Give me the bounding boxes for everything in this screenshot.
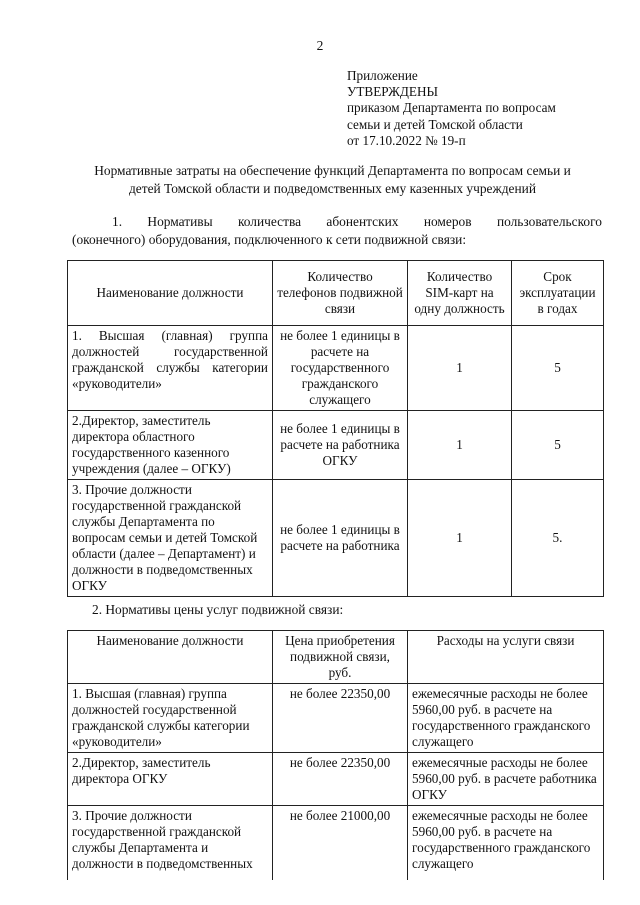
approval-appendix: Приложение xyxy=(347,68,418,83)
cell-sim-cards: 1 xyxy=(408,326,512,411)
cell-purchase-price: не более 22350,00 xyxy=(273,753,408,806)
cell-phones: не более 1 единицы в расчете на государственного гражданского служащего xyxy=(273,326,408,411)
header-service-costs: Расходы на услуги связи xyxy=(408,631,604,684)
cell-position: 1. Высшая (главная) группа должностей государственной гражданской службы категории «руководители» xyxy=(68,326,273,411)
section-1-word: абонентских xyxy=(326,214,399,229)
cell-service-life: 5 xyxy=(512,411,604,480)
section-1-word: количества xyxy=(237,214,302,229)
cell-sim-cards: 1 xyxy=(408,480,512,597)
cell-phones: не более 1 единицы в расчете на работника xyxy=(273,480,408,597)
section-1-word: 1. xyxy=(112,214,123,229)
section-1-heading xyxy=(72,213,602,249)
header-phones: Количество телефонов подвижной связи xyxy=(273,261,408,326)
section-1-word: Нормативы xyxy=(147,214,213,229)
title-line-1: Нормативные затраты на обеспечение функций Департамента по вопросам семьи и xyxy=(94,163,571,178)
mobile-service-price-table xyxy=(67,630,604,880)
cell-service-life: 5. xyxy=(512,480,604,597)
approval-date: от 17.10.2022 № 19-п xyxy=(347,132,466,148)
table-row xyxy=(68,411,604,480)
cell-position: 2.Директор, заместитель директора областного государственного казенного учреждения (далее – ОГКУ) xyxy=(68,411,273,480)
table-row xyxy=(68,684,604,753)
header-purchase-price: Цена приобретения подвижной связи, руб. xyxy=(273,631,408,684)
table-row xyxy=(68,480,604,597)
approval-approved: УТВЕРЖДЕНЫ xyxy=(347,84,439,100)
page-number: 2 xyxy=(316,38,324,53)
approval-block xyxy=(347,68,556,149)
table-header-row xyxy=(68,261,604,326)
cell-service-costs: ежемесячные расходы не более 5960,00 руб. в расчете на государственного гражданского служащего xyxy=(408,806,604,881)
approval-department: семьи и детей Томской области xyxy=(347,116,523,132)
section-2-heading: 2. Нормативы цены услуг подвижной связи: xyxy=(92,602,344,617)
cell-service-costs: ежемесячные расходы не более 5960,00 руб. в расчете работника ОГКУ xyxy=(408,753,604,806)
title-line-2: детей Томской области и подведомственных ему казенных учреждений xyxy=(128,180,537,196)
cell-position: 1. Высшая (главная) группа должностей государственной гражданской службы категории «руководители» xyxy=(68,684,273,753)
cell-sim-cards: 1 xyxy=(408,411,512,480)
cell-phones: не более 1 единицы в расчете на работника ОГКУ xyxy=(273,411,408,480)
cell-position: 3. Прочие должности государственной гражданской службы Департамента по вопросам семьи и детей Томской области (далее – Департамент) и должности в подведомственных ОГКУ xyxy=(68,480,273,597)
header-position: Наименование должности xyxy=(68,631,273,684)
cell-purchase-price: не более 21000,00 xyxy=(273,806,408,881)
cell-service-life: 5 xyxy=(512,326,604,411)
cell-position: 2.Директор, заместитель директора ОГКУ xyxy=(68,753,273,806)
table-header-row xyxy=(68,631,604,684)
approval-order: приказом Департамента по вопросам xyxy=(347,100,556,116)
section-1-line-2: (оконечного) оборудования, подключенного к сети подвижной связи: xyxy=(72,232,467,247)
cell-position: 3. Прочие должности государственной гражданской службы Департамента и должности в подведомственных xyxy=(68,806,273,881)
section-1-line-1 xyxy=(72,213,602,231)
section-1-word: пользовательского xyxy=(496,214,602,229)
table-row xyxy=(68,806,604,881)
cell-service-costs: ежемесячные расходы не более 5960,00 руб. в расчете на государственного гражданского служащего xyxy=(408,684,604,753)
table-row xyxy=(68,326,604,411)
document-title xyxy=(60,162,605,197)
section-1-word: номеров xyxy=(423,214,472,229)
cell-purchase-price: не более 22350,00 xyxy=(273,684,408,753)
header-service-life: Срок эксплуатации в годах xyxy=(512,261,604,326)
header-sim-cards: Количество SIM-карт на одну должность xyxy=(408,261,512,326)
header-position: Наименование должности xyxy=(68,261,273,326)
table-row xyxy=(68,753,604,806)
mobile-equipment-table xyxy=(67,260,604,597)
